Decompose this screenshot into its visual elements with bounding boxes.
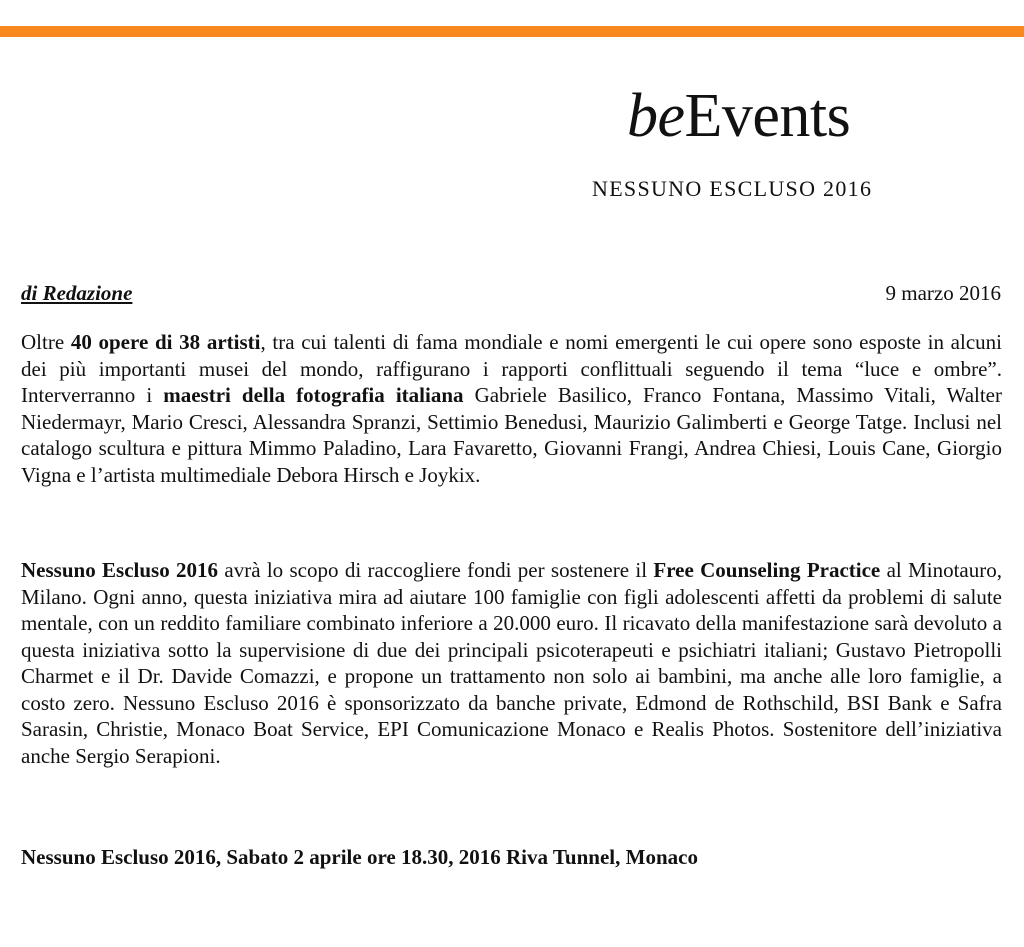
p2-text-1: avrà lo scopo di raccogliere fondi per sostenere il xyxy=(218,558,654,582)
p1-text-3: Gabriele Basilico, Franco Fontana, Massimo Vitali, Walter Niedermayr, Mario Cresci, Alessandra Spranzi, Settimio Benedusi, Maurizio Galimberti e George Tatge. Inclusi nel catalogo scultura e pittura Mimmo Paladino, Lara Favaretto, Giovanni Frangi, Andrea Chiesi, Louis Cane, Giorgio Vigna e l’artista multimediale Debora Hirsch e Joykix. xyxy=(21,383,1002,487)
p1-bold-artworks: 40 opere di 38 artisti xyxy=(70,330,261,354)
p1-bold-masters: maestri della fotografia italiana xyxy=(163,383,464,407)
p1-text-2: , tra cui talenti di fama mondiale e nomi emergenti le cui opere sono esposte in alcuni dei più importanti musei del mondo, raffigurano i rapporti conflittuali seguendo il tema “luce e ombre”. Interverranno i xyxy=(21,330,1002,407)
byline-row xyxy=(21,280,1001,306)
p1-text-1: Oltre xyxy=(21,330,71,354)
publish-date: 9 marzo 2016 xyxy=(885,281,1001,305)
brand-regular: Events xyxy=(684,82,851,150)
event-details-line: Nessuno Escluso 2016, Sabato 2 aprile ore 18.30, 2016 Riva Tunnel, Monaco xyxy=(21,845,698,869)
accent-bar xyxy=(0,26,1024,37)
event-title: NESSUNO ESCLUSO 2016 xyxy=(592,176,873,201)
p2-bold-event: Nessuno Escluso 2016 xyxy=(21,558,219,582)
p2-text-2: al Minotauro, Milano. Ogni anno, questa iniziativa mira ad aiutare 100 famiglie con figli adolescenti affetti da problemi di salute mentale, con un reddito familiare combinato inferiore a 20.000 euro. Il ricavato della manifestazione sarà devoluto a questa iniziativa sotto la supervisione di due dei principali psicoterapeuti e psichiatri italiani; Gustavo Pietropolli Charmet e il Dr. Davide Comazzi, e propone un trattamento non solo ai bambini, ma anche alle loro famiglie, a costo zero. Nessuno Escluso 2016 è sponsorizzato da banche private, Edmond de Rothschild, BSI Bank e Safra Sarasin, Christie, Monaco Boat Service, EPI Comunicazione Monaco e Realis Photos. Sostenitore dell’iniziativa anche Sergio Serapioni. xyxy=(21,558,1002,768)
article-paragraph-1 xyxy=(21,329,1002,488)
article-paragraph-2 xyxy=(21,557,1002,769)
brand-logo xyxy=(627,78,850,154)
p2-bold-practice: Free Counseling Practice xyxy=(653,558,881,582)
author-link[interactable]: di Redazione xyxy=(21,281,133,305)
brand-italic: be xyxy=(627,82,685,150)
